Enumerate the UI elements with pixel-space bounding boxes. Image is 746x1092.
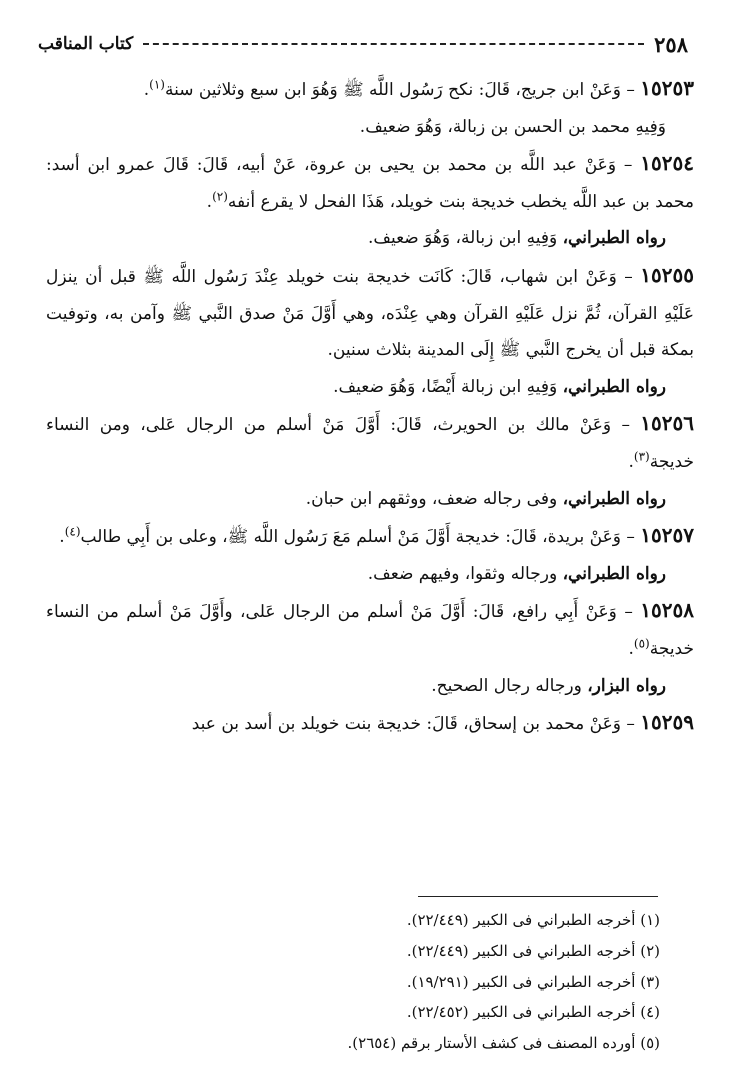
hadith-end: . xyxy=(143,80,150,100)
hadith-text: وَعَنْ بريدة، قَالَ: خديجة أَوَّلَ مَنْ أسلم مَعَ رَسُول اللَّه ﷺ، وعلى بن أَبِي طالب xyxy=(80,527,621,548)
hadith-text: وَعَنْ عبد اللَّه بن محمد بن يحيى بن عروة، عَنْ أبيه، قَالَ: قَالَ عمرو ابن أسد: محمد بن عبد اللَّه يخطب خديجة بنت خويلد، هَذَا الفحل لا يقرع أنفه xyxy=(46,155,694,212)
body-text xyxy=(46,70,694,743)
page-number: ٢٥٨ xyxy=(654,31,688,57)
hadith-text: وَعَنْ مالك بن الحويرث، قَالَ: أَوَّلَ مَنْ أسلم من الرجال عَلى، ومن النساء خديجة xyxy=(46,415,694,472)
grading-note xyxy=(46,668,694,705)
footnote-ref: (٢) xyxy=(212,189,228,204)
footnote-ref: (١) xyxy=(149,77,165,92)
grading-note xyxy=(46,109,694,146)
grading-text: ورجاله رجال الصحيح. xyxy=(431,675,588,696)
footnote-item: (١) أخرجه الطبراني فى الكبير (٢٢/٤٤٩). xyxy=(406,911,660,929)
hadith-15257: ١٥٢٥٧ – وَعَنْ بريدة، قَالَ: خديجة أَوَّلَ مَنْ أسلم مَعَ رَسُول اللَّه ﷺ، وعلى بن أَبِي طالب$^{(٤)}$. xyxy=(59,523,694,548)
grading-text: وَفِيهِ ابن زبالة، وَهُوَ ضعيف. xyxy=(367,228,563,249)
grading-source: رواه الطبراني، xyxy=(562,488,666,509)
hadith-number: ١٥٢٥٨ xyxy=(640,598,694,623)
hadith-end: . xyxy=(59,527,65,548)
hadith-number: ١٥٢٥٩ xyxy=(640,710,694,735)
footnote-ref: (٣) xyxy=(633,449,650,464)
hadith-number: ١٥٢٥٥ xyxy=(640,262,694,287)
hadith-number: ١٥٢٥٣ xyxy=(640,76,694,100)
hadith-15259: ١٥٢٥٩ – وَعَنْ محمد بن إسحاق، قَالَ: خديجة بنت خويلد بن أسد بن عبد xyxy=(191,710,694,735)
footnote-item: (٥) أورده المصنف فى كشف الأستار برقم (٢٦٥٤). xyxy=(347,1034,660,1053)
footnote-ref: (٤) xyxy=(64,524,81,539)
page-header xyxy=(38,30,688,58)
footnote-ref: (٥) xyxy=(633,636,650,651)
footnote-item: (٤) أخرجه الطبراني فى الكبير (٢٢/٤٥٢). xyxy=(406,1003,660,1022)
hadith-text: وَعَنْ أَبِي رافع، قَالَ: أَوَّلَ مَنْ أسلم من الرجال عَلى، وأَوَّلَ مَنْ أسلم من النساء خديجة xyxy=(46,602,694,659)
grading-source: رواه الطبراني، xyxy=(562,376,666,397)
grading-source: رواه الطبراني، xyxy=(562,228,666,249)
hadith-number: ١٥٢٥٤ xyxy=(640,151,695,176)
section-title: كتاب المناقب xyxy=(38,34,134,54)
footnote-item: (٣) أخرجه الطبراني فى الكبير (١٩/٢٩١). xyxy=(406,972,660,991)
footnote-separator xyxy=(418,896,658,897)
footnote-item: (٢) أخرجه الطبراني فى الكبير (٢٢/٤٤٩). xyxy=(406,941,660,960)
hadith-text: وَعَنْ ابن شهاب، قَالَ: كَانَت خديجة بنت خويلد عِنْدَ رَسُول اللَّه ﷺ قبل أن ينزل عَلَيْهِ القرآن، ثُمَّ نزل عَلَيْهِ القرآن وهي عِنْدَه، وهي أَوَّلَ مَنْ صدق النَّبي ﷺ وآمن به، وتوفيت بمكة قبل أن يخرج النَّبي ﷺ إِلَى المدينة بثلاث سنين. xyxy=(46,266,694,361)
hadith-text: وَعَنْ ابن جريج، قَالَ: نكح رَسُول اللَّه ﷺ وَهُوَ ابن سبع وثلاثين سنة xyxy=(164,80,621,100)
hadith-text: وَعَنْ محمد بن إسحاق، قَالَ: خديجة بنت خويلد بن أسد بن عبد xyxy=(191,714,621,735)
hadith-end: . xyxy=(206,191,213,212)
hadith-15254: ١٥٢٥٤ – وَعَنْ عبد اللَّه بن محمد بن يحيى بن عروة، عَنْ أبيه، قَالَ: قَالَ عمرو ابن أسد: محمد بن عبد اللَّه يخطب خديجة بنت خويلد، هَذَا الفحل لا يقرع أنفه$^{(٢)}$. xyxy=(46,151,695,212)
hadith-number: ١٥٢٥٦ xyxy=(640,411,694,436)
grading-text: وَفِيهِ ابن زبالة أَيْضًا، وَهُوَ ضعيف. xyxy=(333,376,563,397)
hadith-15255: ١٥٢٥٥ – وَعَنْ ابن شهاب، قَالَ: كَانَت خديجة بنت خويلد عِنْدَ رَسُول اللَّه ﷺ قبل أن ينزل عَلَيْهِ القرآن، ثُمَّ نزل عَلَيْهِ القرآن وهي عِنْدَه، وهي أَوَّلَ مَنْ صدق النَّبي ﷺ وآمن به، وتوفيت بمكة قبل أن يخرج النَّبي ﷺ إِلَى المدينة بثلاث سنين. xyxy=(46,262,694,361)
hadith-end: . xyxy=(628,451,634,472)
grading-note xyxy=(46,220,694,257)
hadith-15258: ١٥٢٥٨ – وَعَنْ أَبِي رافع، قَالَ: أَوَّلَ مَنْ أسلم من الرجال عَلى، وأَوَّلَ مَنْ أسلم من النساء خديجة$^{(٥)}$. xyxy=(46,598,694,659)
grading-note xyxy=(46,369,694,406)
hadith-15253: ١٥٢٥٣ – وَعَنْ ابن جريج، قَالَ: نكح رَسُول اللَّه ﷺ وَهُوَ ابن سبع وثلاثين سنة$^{(١)}$. xyxy=(143,76,694,100)
hadith-15256: ١٥٢٥٦ – وَعَنْ مالك بن الحويرث، قَالَ: أَوَّلَ مَنْ أسلم من الرجال عَلى، ومن النساء خديجة$^{(٣)}$. xyxy=(46,411,694,472)
header-dashed-rule xyxy=(143,43,644,45)
grading-text: ورجاله وثقوا، وفيهم ضعف. xyxy=(367,563,563,584)
grading-note xyxy=(46,556,694,593)
footnotes xyxy=(40,905,660,1059)
hadith-number: ١٥٢٥٧ xyxy=(640,523,694,548)
grading-text: وَفِيهِ محمد بن الحسن بن زبالة، وَهُوَ ضعيف. xyxy=(359,116,666,137)
grading-note xyxy=(46,481,694,518)
grading-source: رواه البزار، xyxy=(587,675,666,696)
hadith-end: . xyxy=(628,638,634,659)
grading-text: وفى رجاله ضعف، ووثقهم ابن حبان. xyxy=(305,488,563,509)
grading-source: رواه الطبراني، xyxy=(562,563,666,584)
